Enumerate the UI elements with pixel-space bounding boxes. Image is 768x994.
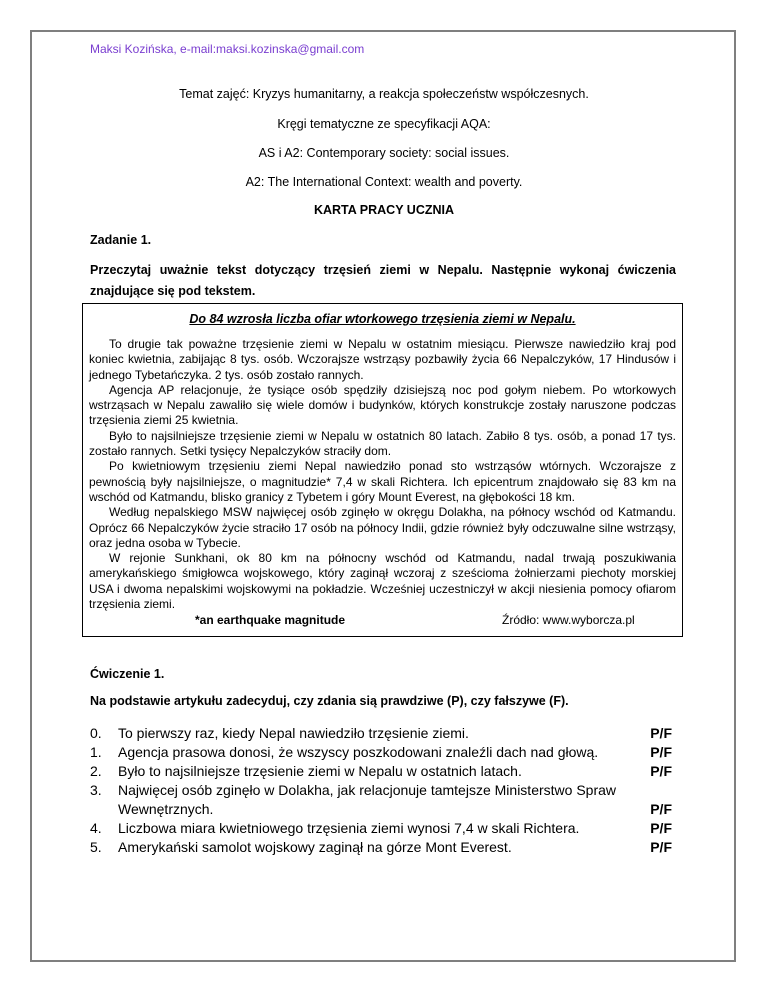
statement-number: 1. <box>90 744 102 760</box>
statement-text: Amerykański samolot wojskowy zaginął na górze Mont Everest. <box>118 839 512 855</box>
article-paragraph: Po kwietniowym trzęsieniu ziemi Nepal nawiedziło ponad sto wstrząsów wtórnych. Wczorajsze z pewnością były najsilniejsze, o magnitudzie* 7,4 w skali Richtera. Ich epicentrum znajdowało się 83 km na wschód od Katmandu, blisko granicy z Tybetem i góry Mount Everest, na głębokości 18 km. <box>89 459 676 504</box>
true-false-marker: P/F <box>650 820 672 836</box>
statement-item <box>90 762 680 781</box>
statement-item <box>90 819 680 838</box>
statement-list <box>90 724 680 857</box>
statement-text: Było to najsilniejsze trzęsienie ziemi w Nepalu w ostatnich latach. <box>118 763 522 779</box>
statement-text: To pierwszy raz, kiedy Nepal nawiedziło trzęsienie ziemi. <box>118 725 469 741</box>
true-false-marker: P/F <box>650 763 672 779</box>
article-paragraph: Agencja AP relacjonuje, że tysiące osób spędziły dzisiejszą noc pod gołym niebem. Po wtorkowych wstrząsach w Nepalu zawaliło się wiele domów i budynków, których konstrukcje zostały naruszone podczas trzęsienia ziemi 25 kwietnia. <box>89 382 676 428</box>
article-paragraph: Było to najsilniejsze trzęsienie ziemi w Nepalu w ostatnich 80 latach. Zabiło 8 tys. osób, a ponad 17 tys. zostało rannych. Setki tysięcy Nepalczyków straciły dom. <box>89 428 676 459</box>
true-false-marker: P/F <box>650 744 672 760</box>
task-label: Zadanie 1. <box>90 233 152 247</box>
statement-number: 3. <box>90 782 102 798</box>
statement-item-continued <box>90 800 680 819</box>
article-paragraph: W rejonie Sunkhani, ok 80 km na północny wschód od Katmandu, nadal trwają poszukiwania amerykańskiego śmigłowca wojskowego, który zaginął wczoraj z sześcioma żołnierzami piechoty morskiej USA i dwoma nepalskimi wojskowymi na pokładzie. Wcześniej uczestniczył w akcji niesienia pomocy ofiarom trzęsienia ziemi. <box>89 551 676 612</box>
article-source: Źródło: www.wyborcza.pl <box>502 613 635 628</box>
statement-number: 4. <box>90 820 102 836</box>
exercise-label: Ćwiczenie 1. <box>90 667 165 681</box>
article-paragraph: To drugie tak poważne trzęsienie ziemi w Nepalu w ostatnim miesiącu. Pierwsze nawiedziło kraj pod koniec kwietnia, zabijając 8 tys. osób. Wczorajsze wstrząsy pozbawiły życia 66 Nepalczyków, 17 Hindusów i jednego Tybetańczyka. 2 tys. osób zostało rannych. <box>89 337 676 382</box>
circles-line: Kręgi tematyczne ze specyfikacji AQA: <box>277 117 491 131</box>
statement-text: Liczbowa miara kwietniowego trzęsienia ziemi wynosi 7,4 w skali Richtera. <box>118 820 580 836</box>
article-box <box>82 303 683 637</box>
statement-item <box>90 838 680 857</box>
task-instruction: Przeczytaj uważnie tekst dotyczący trzęsień ziemi w Nepalu. Następnie wykonaj ćwiczenia znajdujące się pod tekstem. <box>90 263 676 298</box>
topic-line: Temat zajęć: Kryzys humanitarny, a reakcja społeczeństw współczesnych. <box>179 87 589 101</box>
article-paragraph: Według nepalskiego MSW najwięcej osób zginęło w okręgu Dolakha, na północy wschód od Katmandu. Oprócz 66 Nepalczyków życie straciło 17 osób na północy Indii, gdzie również były odczuwalne silne wstrząsy, oraz jedna osoba w Tybecie. <box>89 505 676 550</box>
true-false-marker: P/F <box>650 801 672 817</box>
statement-number: 2. <box>90 763 102 779</box>
article-footnote: *an earthquake magnitude <box>195 613 346 628</box>
statement-number: 5. <box>90 839 102 855</box>
true-false-marker: P/F <box>650 725 672 741</box>
header-email: Maksi Kozińska, e-mail:maksi.kozinska@gmail.com <box>90 42 365 56</box>
statement-item <box>90 781 680 800</box>
worksheet-title: KARTA PRACY UCZNIA <box>313 203 455 217</box>
true-false-marker: P/F <box>650 839 672 855</box>
article-title: Do 84 wzrosła liczba ofiar wtorkowego trzęsienia ziemi w Nepalu. <box>189 312 576 326</box>
exercise-instruction: Na podstawie artykułu zadecyduj, czy zdania sią prawdziwe (P), czy fałszywe (F). <box>90 694 569 708</box>
statement-item <box>90 724 680 743</box>
article-footer <box>89 613 676 629</box>
statement-text: Najwięcej osób zginęło w Dolakha, jak relacjonuje tamtejsze Ministerstwo Spraw <box>118 782 616 798</box>
statement-text-continued: Wewnętrznych. <box>118 801 214 817</box>
as-a2-line: AS i A2: Contemporary society: social issues. <box>258 146 510 160</box>
statement-text: Agencja prasowa donosi, że wszyscy poszkodowani znaleźli dach nad głową. <box>118 744 599 760</box>
a2-line: A2: The International Context: wealth and poverty. <box>245 175 523 189</box>
article-body <box>89 337 676 612</box>
statement-number: 0. <box>90 725 102 741</box>
statement-item <box>90 743 680 762</box>
